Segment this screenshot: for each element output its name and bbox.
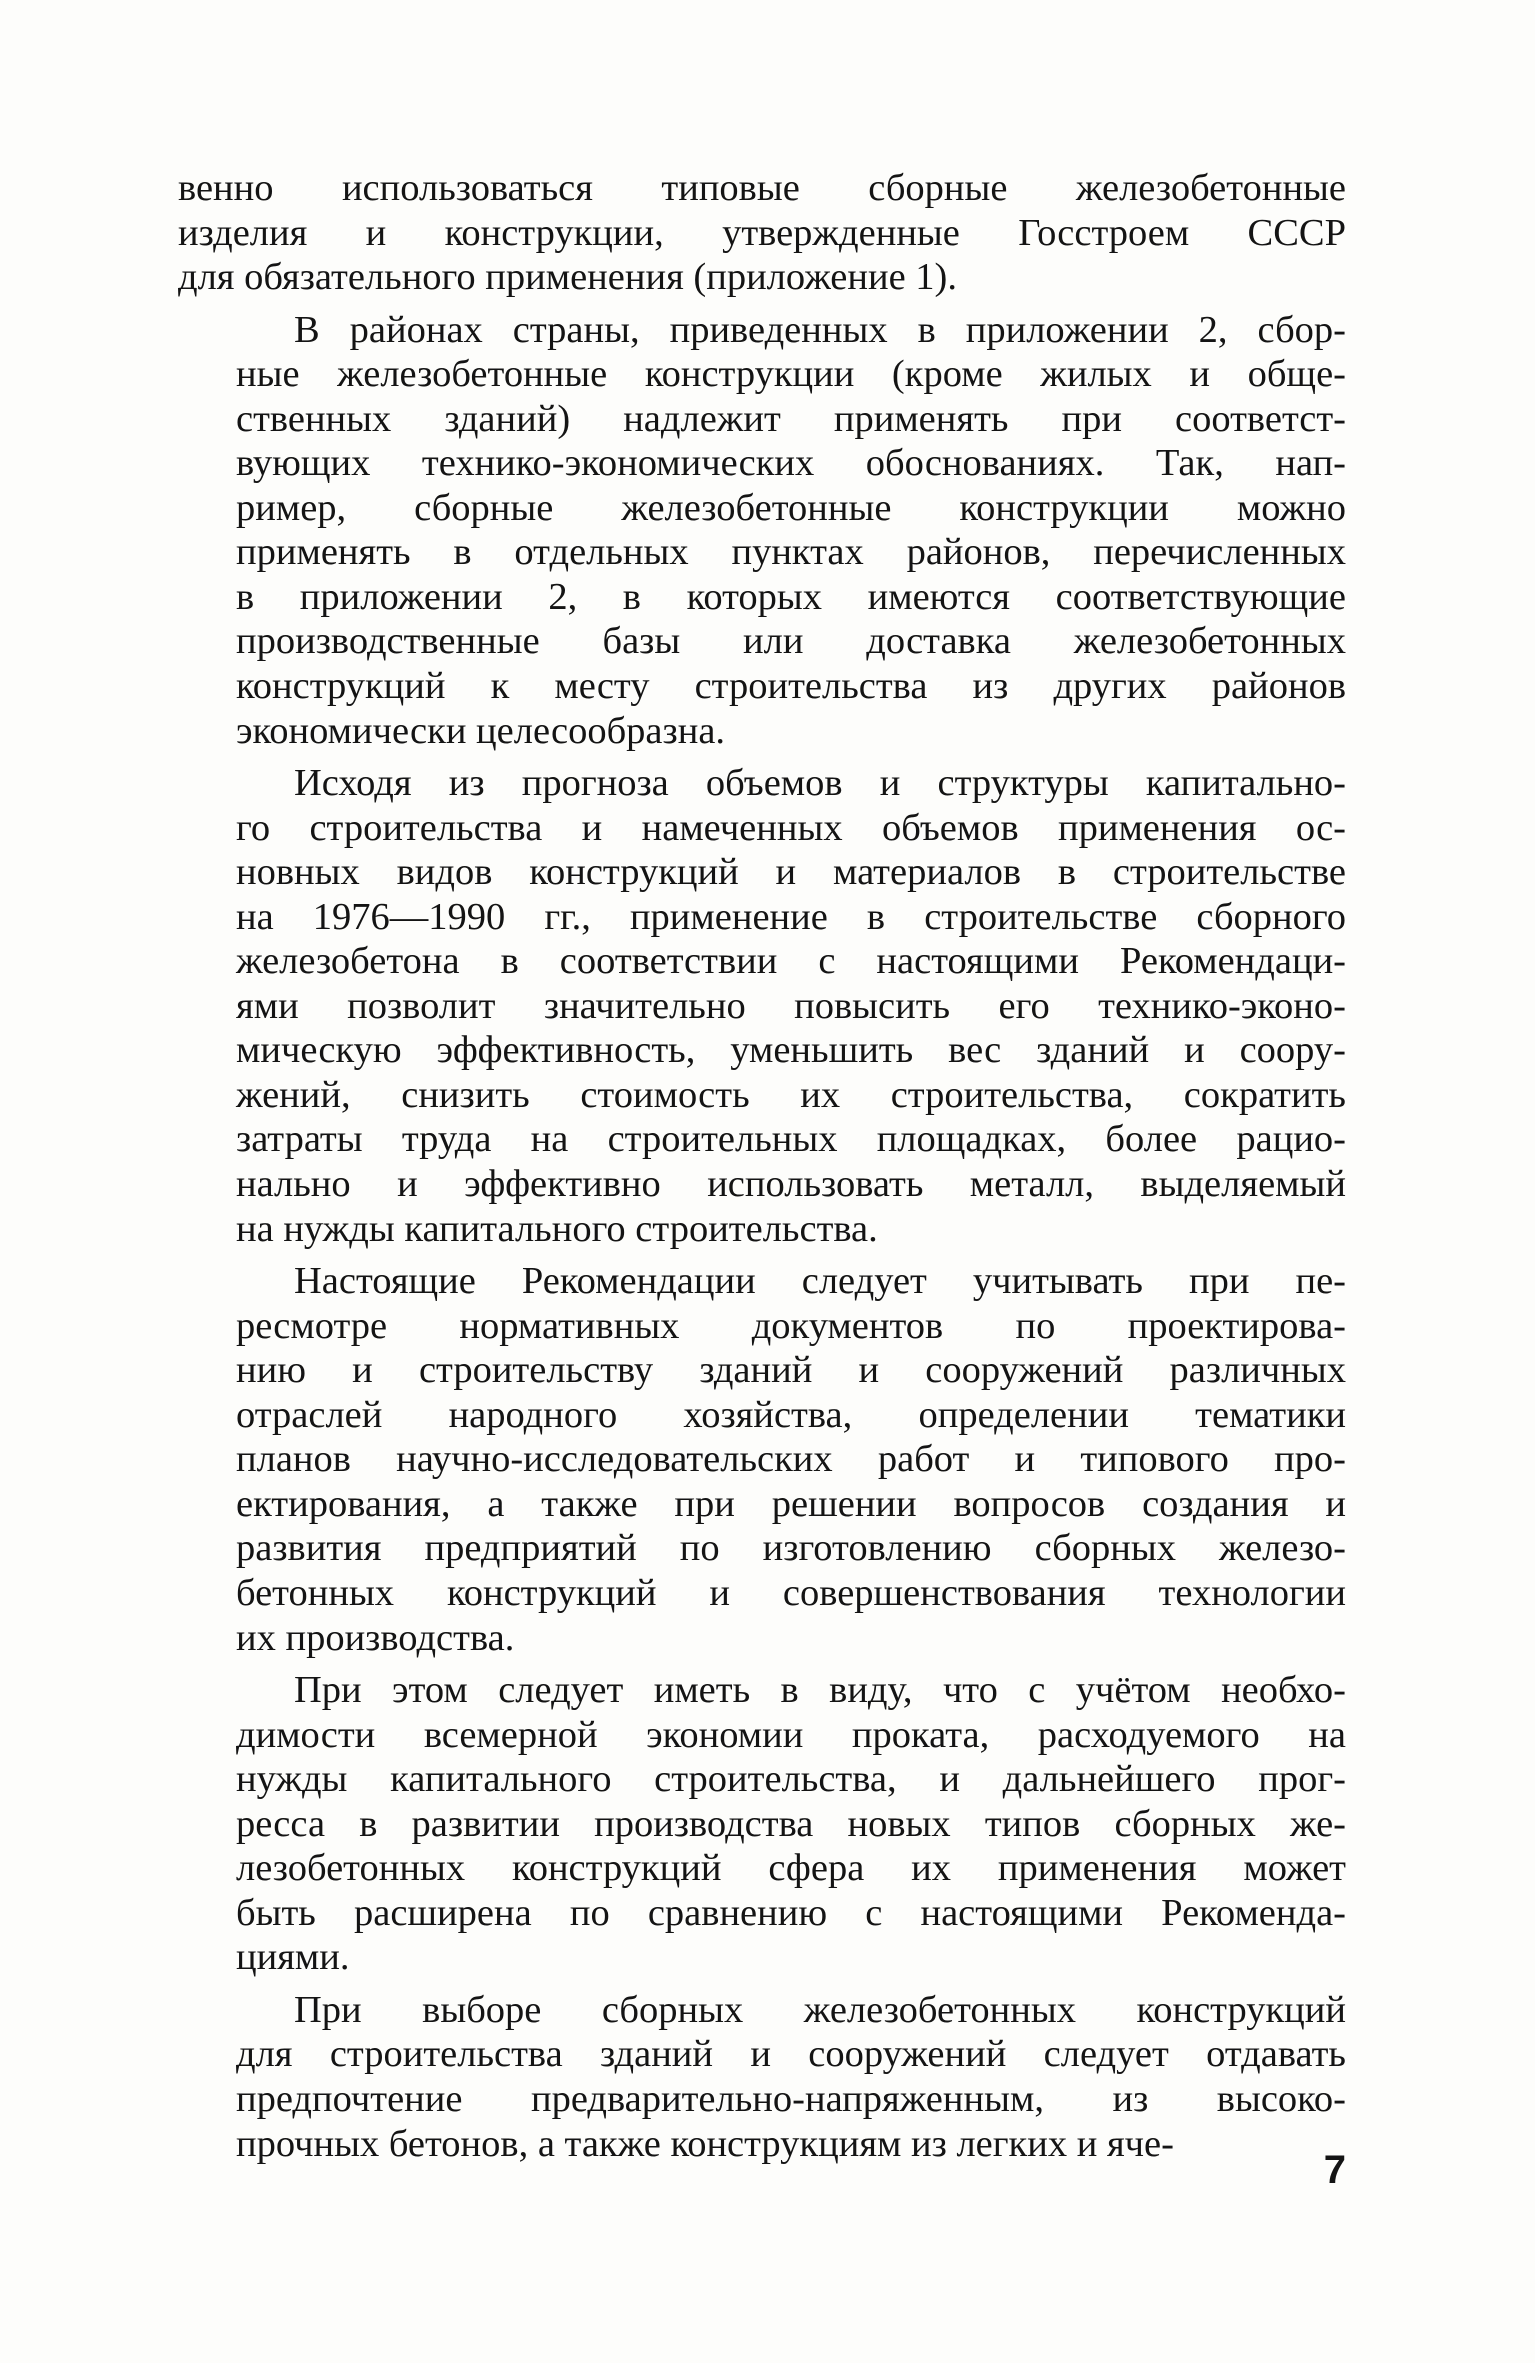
page-number: 7 xyxy=(1323,2148,1346,2192)
text-line: При выборе сборных железобетонных конструкций xyxy=(294,1988,1346,2031)
text-line: нужды капитального строительства, и дальнейшего прог- xyxy=(236,1758,1346,1801)
paragraph xyxy=(178,1668,1346,1980)
paragraph xyxy=(178,1988,1346,2166)
text-line: конструкций к месту строительства из других районов xyxy=(236,665,1346,708)
text-line: Настоящие Рекомендации следует учитывать при пе- xyxy=(294,1260,1346,1303)
text-line: Исходя из прогноза объемов и структуры капитально- xyxy=(294,762,1346,805)
text-line: для обязательного применения (приложение 1). xyxy=(178,256,957,299)
paragraph xyxy=(178,1259,1346,1660)
paragraph xyxy=(178,166,1346,300)
paragraph xyxy=(178,761,1346,1251)
text-line: развития предприятий по изготовлению сборных железо- xyxy=(236,1527,1346,1570)
text-line: бетонных конструкций и совершенствования технологии xyxy=(236,1571,1346,1614)
text-line: на нужды капитального строительства. xyxy=(236,1207,878,1250)
text-line: производственные базы или доставка железобетонных xyxy=(236,620,1346,663)
text-line: го строительства и намеченных объемов применения ос- xyxy=(236,806,1346,849)
text-line: в приложении 2, в которых имеются соответствующие xyxy=(236,575,1346,618)
paragraph xyxy=(178,308,1346,753)
text-line: прочных бетонов, а также конструкциям из легких и яче- xyxy=(236,2122,1174,2165)
text-line: нально и эффективно использовать металл, выделяемый xyxy=(236,1163,1346,1206)
text-line: для строительства зданий и сооружений следует отдавать xyxy=(236,2033,1346,2076)
text-line: быть расширена по сравнению с настоящими Рекоменда- xyxy=(236,1891,1346,1934)
text-line: лезобетонных конструкций сфера их применения может xyxy=(236,1847,1346,1890)
text-line: ример, сборные железобетонные конструкции можно xyxy=(236,486,1346,529)
text-line: ресса в развитии производства новых типов сборных же- xyxy=(236,1802,1346,1845)
text-line: ные железобетонные конструкции (кроме жилых и обще- xyxy=(236,353,1346,396)
text-line: планов научно-исследовательских работ и типового про- xyxy=(236,1438,1346,1481)
text-line: нию и строительству зданий и сооружений различных xyxy=(236,1349,1346,1392)
text-line: их производства. xyxy=(236,1616,515,1659)
text-line: ектирования, а также при решении вопросов создания и xyxy=(236,1482,1346,1525)
text-line: В районах страны, приведенных в приложении 2, сбор- xyxy=(294,308,1346,351)
text-line: ресмотре нормативных документов по проектирова- xyxy=(236,1304,1346,1347)
text-line: циями. xyxy=(236,1936,350,1979)
text-line: изделия и конструкции, утвержденные Госстроем СССР xyxy=(178,211,1346,254)
text-line: вующих технико-экономических обоснованиях. Так, нап- xyxy=(236,442,1346,485)
text-line: железобетона в соответствии с настоящими Рекомендаци- xyxy=(236,940,1346,983)
text-line: новных видов конструкций и материалов в строительстве xyxy=(236,851,1346,894)
text-line: При этом следует иметь в виду, что с учётом необхо- xyxy=(294,1669,1346,1712)
text-line: венно использоваться типовые сборные железобетонные xyxy=(178,167,1346,209)
body-text xyxy=(178,166,1346,2174)
text-line: жений, снизить стоимость их строительства, сократить xyxy=(236,1073,1346,1116)
text-line: мическую эффективность, уменьшить вес зданий и соору- xyxy=(236,1029,1346,1072)
text-line: экономически целесообразна. xyxy=(236,709,726,752)
text-line: затраты труда на строительных площадках, более рацио- xyxy=(236,1118,1346,1161)
text-line: ями позволит значительно повысить его технико-эконо- xyxy=(236,984,1346,1027)
text-line: отраслей народного хозяйства, определении тематики xyxy=(236,1393,1346,1436)
text-line: димости всемерной экономии проката, расходуемого на xyxy=(236,1713,1346,1756)
text-line: ственных зданий) надлежит применять при соответст- xyxy=(236,397,1346,440)
text-line: применять в отдельных пунктах районов, перечисленных xyxy=(236,531,1346,574)
text-line: предпочтение предварительно-напряженным, из высоко- xyxy=(236,2077,1346,2120)
text-line: на 1976—1990 гг., применение в строительстве сборного xyxy=(236,895,1346,938)
